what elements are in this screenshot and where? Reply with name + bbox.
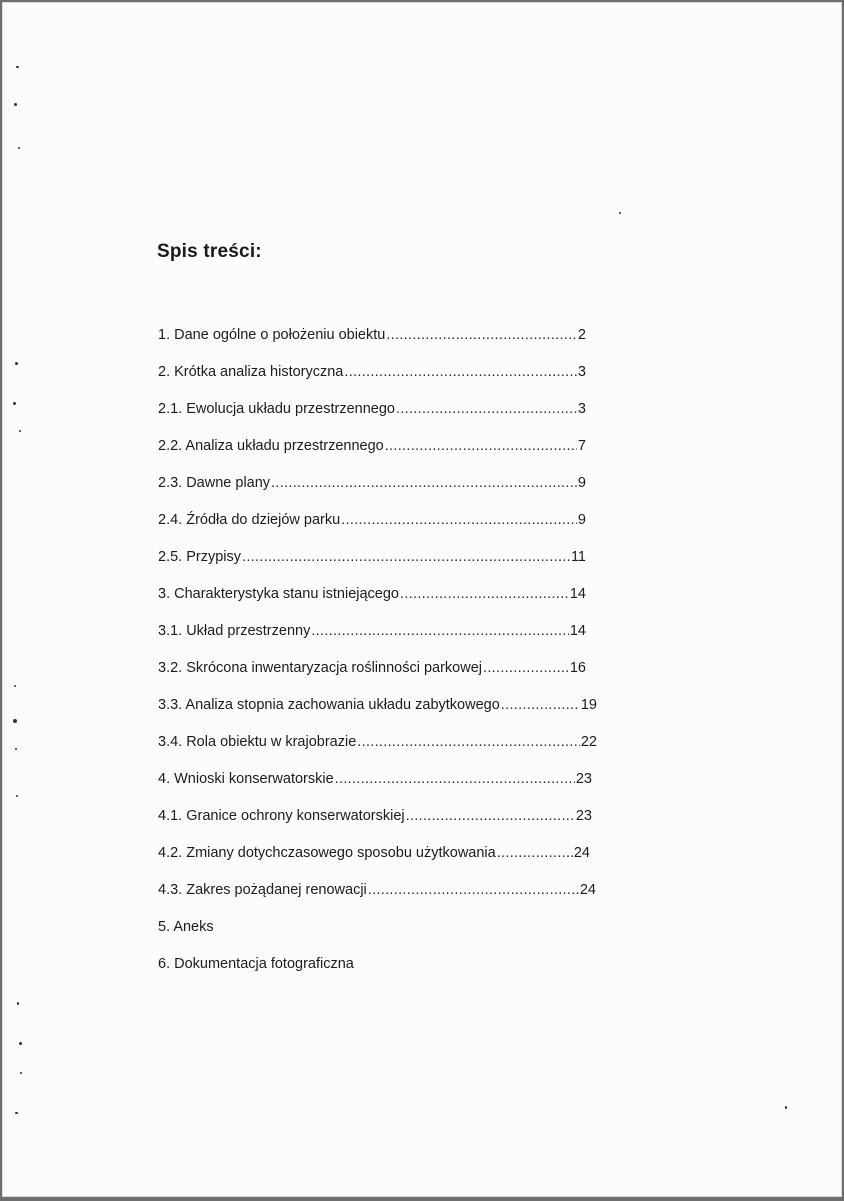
toc-leader-dots <box>368 882 579 898</box>
toc-entry-label: 5. Aneks <box>158 919 214 935</box>
toc-entry <box>158 512 586 532</box>
toc-entry-page: 14 <box>569 586 586 602</box>
toc-entry-page: 9 <box>577 475 586 491</box>
toc-entry-label: 2.2. Analiza układu przestrzennego <box>158 438 384 454</box>
toc-leader-dots <box>396 401 577 417</box>
toc-entry <box>158 956 596 976</box>
toc-entry <box>158 845 590 865</box>
toc-leader-dots <box>497 845 573 861</box>
toc-entry <box>158 697 597 717</box>
toc-entry-label: 3. Charakterystyka stanu istniejącego <box>158 586 399 602</box>
toc-entry-label: 4. Wnioski konserwatorskie <box>158 771 334 787</box>
toc-entry-label: 4.3. Zakres pożądanej renowacji <box>158 882 367 898</box>
toc-entry-page: 7 <box>577 438 586 454</box>
toc-entry-label: 2. Krótka analiza historyczna <box>158 364 344 380</box>
toc-entry <box>158 771 592 791</box>
scan-speck <box>619 212 621 214</box>
toc-entry <box>158 919 596 939</box>
toc-entry-page: 3 <box>577 364 586 380</box>
toc-leader-dots <box>341 512 577 528</box>
toc-entry-page: 23 <box>575 808 592 824</box>
toc-entry-label: 2.4. Źródła do dziejów parku <box>158 512 341 528</box>
toc-leader-dots <box>386 327 577 343</box>
scanned-page <box>2 2 842 1197</box>
toc-entry <box>158 401 586 421</box>
toc-entry-page: 16 <box>569 660 586 676</box>
toc-entry-label: 2.5. Przypisy <box>158 549 241 565</box>
scan-speck <box>15 1112 18 1114</box>
toc-entry-page: 19 <box>580 697 597 713</box>
scan-speck <box>18 147 20 149</box>
scan-speck <box>19 430 21 432</box>
toc-entry <box>158 623 586 643</box>
scan-speck <box>15 362 18 365</box>
toc-entry-page: 11 <box>570 549 586 565</box>
toc-entry-label: 4.2. Zmiany dotychczasowego sposobu użytkowania <box>158 845 496 861</box>
toc-entry <box>158 586 586 606</box>
scan-speck <box>14 103 17 106</box>
toc-leader-dots <box>357 734 580 750</box>
toc-entry-page: 2 <box>577 327 586 343</box>
toc-entry <box>158 734 597 754</box>
toc-entry-label: 2.1. Ewolucja układu przestrzennego <box>158 401 395 417</box>
scan-speck <box>13 402 16 405</box>
toc-entry-page: 14 <box>569 623 586 639</box>
toc-leader-dots <box>335 771 575 787</box>
toc-entry-page: 23 <box>575 771 592 787</box>
scan-speck <box>19 1042 22 1045</box>
toc-entry-label: 3.3. Analiza stopnia zachowania układu zabytkowego <box>158 697 500 713</box>
toc-entry-label: 3.2. Skrócona inwentaryzacja roślinności parkowej <box>158 660 482 676</box>
toc-leader-dots <box>406 808 575 824</box>
toc-leader-dots <box>311 623 569 639</box>
scan-speck <box>17 1002 19 1005</box>
toc-entry <box>158 475 586 495</box>
toc-entry <box>158 327 586 347</box>
toc-entry-label: 1. Dane ogólne o położeniu obiektu <box>158 327 386 343</box>
scan-speck <box>785 1106 787 1109</box>
toc-entry-label: 6. Dokumentacja fotograficzna <box>158 956 354 972</box>
toc-entry <box>158 882 596 902</box>
scan-speck <box>15 748 17 750</box>
toc-leader-dots <box>501 697 580 713</box>
toc-entry <box>158 549 586 569</box>
toc-leader-dots <box>271 475 577 491</box>
toc-leader-dots <box>344 364 577 380</box>
toc-entry-page: 22 <box>580 734 597 750</box>
toc-leader-dots <box>385 438 577 454</box>
toc-entry <box>158 364 586 384</box>
toc-entry <box>158 438 586 458</box>
toc-entry-page: 24 <box>579 882 596 898</box>
scan-speck <box>14 685 16 687</box>
toc-entry-label: 2.3. Dawne plany <box>158 475 271 491</box>
toc-leader-dots <box>400 586 569 602</box>
scan-speck <box>13 719 17 723</box>
page-title: Spis treści: <box>157 241 262 262</box>
scan-speck <box>20 1072 22 1074</box>
scan-speck <box>16 66 19 68</box>
toc-entry <box>158 808 592 828</box>
toc-leader-dots <box>483 660 569 676</box>
toc-entry-label: 3.4. Rola obiektu w krajobrazie <box>158 734 357 750</box>
toc-entry <box>158 660 586 680</box>
toc-entry-page: 24 <box>573 845 590 861</box>
toc-entry-label: 4.1. Granice ochrony konserwatorskiej <box>158 808 405 824</box>
scan-speck <box>16 795 18 797</box>
toc-leader-dots <box>242 549 570 565</box>
toc-entry-page: 3 <box>577 401 586 417</box>
toc-entry-label: 3.1. Układ przestrzenny <box>158 623 311 639</box>
toc-entry-page: 9 <box>577 512 586 528</box>
